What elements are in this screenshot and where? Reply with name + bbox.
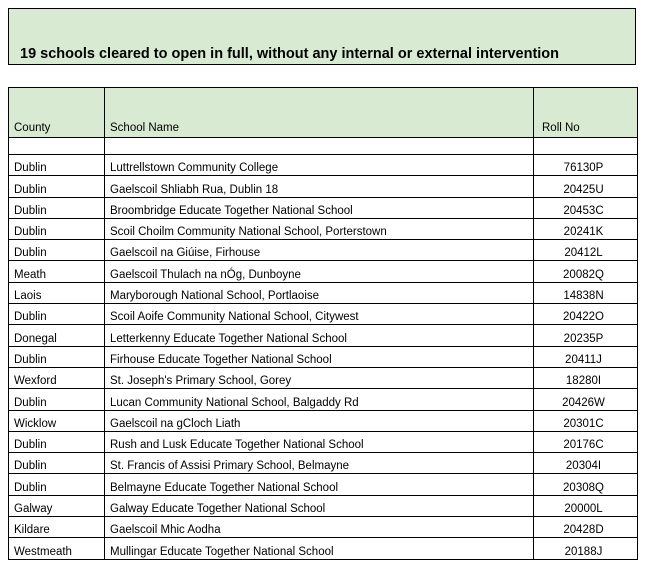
school-name-cell: Gaelscoil Thulach na nÓg, Dunboyne bbox=[105, 261, 534, 282]
county-cell: Dublin bbox=[9, 304, 105, 325]
roll-no-cell: 20428D bbox=[534, 517, 638, 538]
table-row bbox=[9, 325, 638, 346]
county-cell: Wexford bbox=[9, 367, 105, 388]
empty-cell bbox=[105, 138, 534, 155]
county-cell: Laois bbox=[9, 282, 105, 303]
roll-no-cell: 20000L bbox=[534, 495, 638, 516]
empty-cell bbox=[9, 138, 105, 155]
table-row bbox=[9, 431, 638, 452]
table-row bbox=[9, 453, 638, 474]
table-header-row bbox=[9, 88, 638, 138]
table-row bbox=[9, 240, 638, 261]
empty-cell bbox=[534, 138, 638, 155]
county-cell: Wicklow bbox=[9, 410, 105, 431]
roll-no-cell: 18280I bbox=[534, 367, 638, 388]
school-name-cell: Gaelscoil na gCloch Liath bbox=[105, 410, 534, 431]
school-name-cell: St. Francis of Assisi Primary School, Belmayne bbox=[105, 453, 534, 474]
roll-no-cell: 20425U bbox=[534, 176, 638, 197]
school-name-cell: Mullingar Educate Together National School bbox=[105, 538, 534, 559]
table-row bbox=[9, 218, 638, 239]
table-row bbox=[9, 346, 638, 367]
table-row bbox=[9, 389, 638, 410]
table-row bbox=[9, 155, 638, 176]
county-cell: Dublin bbox=[9, 389, 105, 410]
roll-no-cell: 20422O bbox=[534, 304, 638, 325]
roll-no-cell: 20241K bbox=[534, 218, 638, 239]
roll-no-cell: 76130P bbox=[534, 155, 638, 176]
table-row bbox=[9, 495, 638, 516]
page-title: 19 schools cleared to open in full, without any internal or external intervention bbox=[20, 46, 560, 62]
school-name-cell: Gaelscoil na Giúise, Firhouse bbox=[105, 240, 534, 261]
county-cell: Donegal bbox=[9, 325, 105, 346]
school-name-cell: Gaelscoil Shliabh Rua, Dublin 18 bbox=[105, 176, 534, 197]
table-row bbox=[9, 538, 638, 559]
county-cell: Dublin bbox=[9, 431, 105, 452]
school-name-cell: St. Joseph's Primary School, Gorey bbox=[105, 367, 534, 388]
school-name-cell: Luttrellstown Community College bbox=[105, 155, 534, 176]
county-cell: Dublin bbox=[9, 453, 105, 474]
roll-no-cell: 20304I bbox=[534, 453, 638, 474]
roll-no-cell: 20082Q bbox=[534, 261, 638, 282]
school-name-cell: Firhouse Educate Together National School bbox=[105, 346, 534, 367]
table-row bbox=[9, 367, 638, 388]
table-row bbox=[9, 282, 638, 303]
table-row bbox=[9, 517, 638, 538]
schools-table bbox=[8, 87, 638, 560]
county-cell: Dublin bbox=[9, 240, 105, 261]
roll-no-cell: 20308Q bbox=[534, 474, 638, 495]
school-name-cell: Maryborough National School, Portlaoise bbox=[105, 282, 534, 303]
roll-no-cell: 20411J bbox=[534, 346, 638, 367]
county-cell: Kildare bbox=[9, 517, 105, 538]
table-row bbox=[9, 176, 638, 197]
column-header-county: County bbox=[9, 88, 105, 138]
roll-no-cell: 20426W bbox=[534, 389, 638, 410]
county-cell: Dublin bbox=[9, 155, 105, 176]
school-name-cell: Belmayne Educate Together National School bbox=[105, 474, 534, 495]
roll-no-cell: 20453C bbox=[534, 197, 638, 218]
roll-no-cell: 20412L bbox=[534, 240, 638, 261]
roll-no-cell: 20188J bbox=[534, 538, 638, 559]
county-cell: Dublin bbox=[9, 176, 105, 197]
table-row bbox=[9, 474, 638, 495]
county-cell: Dublin bbox=[9, 197, 105, 218]
school-name-cell: Rush and Lusk Educate Together National School bbox=[105, 431, 534, 452]
school-name-cell: Scoil Aoife Community National School, Citywest bbox=[105, 304, 534, 325]
county-cell: Dublin bbox=[9, 346, 105, 367]
table-row bbox=[9, 304, 638, 325]
table-row bbox=[9, 410, 638, 431]
school-name-cell: Galway Educate Together National School bbox=[105, 495, 534, 516]
school-name-cell: Lucan Community National School, Balgaddy Rd bbox=[105, 389, 534, 410]
school-name-cell: Letterkenny Educate Together National School bbox=[105, 325, 534, 346]
column-header-roll-no: Roll No bbox=[534, 88, 638, 138]
column-header-school-name: School Name bbox=[105, 88, 534, 138]
table-row bbox=[9, 197, 638, 218]
table-row bbox=[9, 261, 638, 282]
county-cell: Dublin bbox=[9, 474, 105, 495]
school-name-cell: Gaelscoil Mhic Aodha bbox=[105, 517, 534, 538]
county-cell: Galway bbox=[9, 495, 105, 516]
title-banner bbox=[8, 8, 636, 65]
empty-row bbox=[9, 138, 638, 155]
county-cell: Westmeath bbox=[9, 538, 105, 559]
roll-no-cell: 14838N bbox=[534, 282, 638, 303]
school-name-cell: Scoil Choilm Community National School, Porterstown bbox=[105, 218, 534, 239]
roll-no-cell: 20176C bbox=[534, 431, 638, 452]
county-cell: Meath bbox=[9, 261, 105, 282]
roll-no-cell: 20235P bbox=[534, 325, 638, 346]
roll-no-cell: 20301C bbox=[534, 410, 638, 431]
school-name-cell: Broombridge Educate Together National School bbox=[105, 197, 534, 218]
county-cell: Dublin bbox=[9, 218, 105, 239]
